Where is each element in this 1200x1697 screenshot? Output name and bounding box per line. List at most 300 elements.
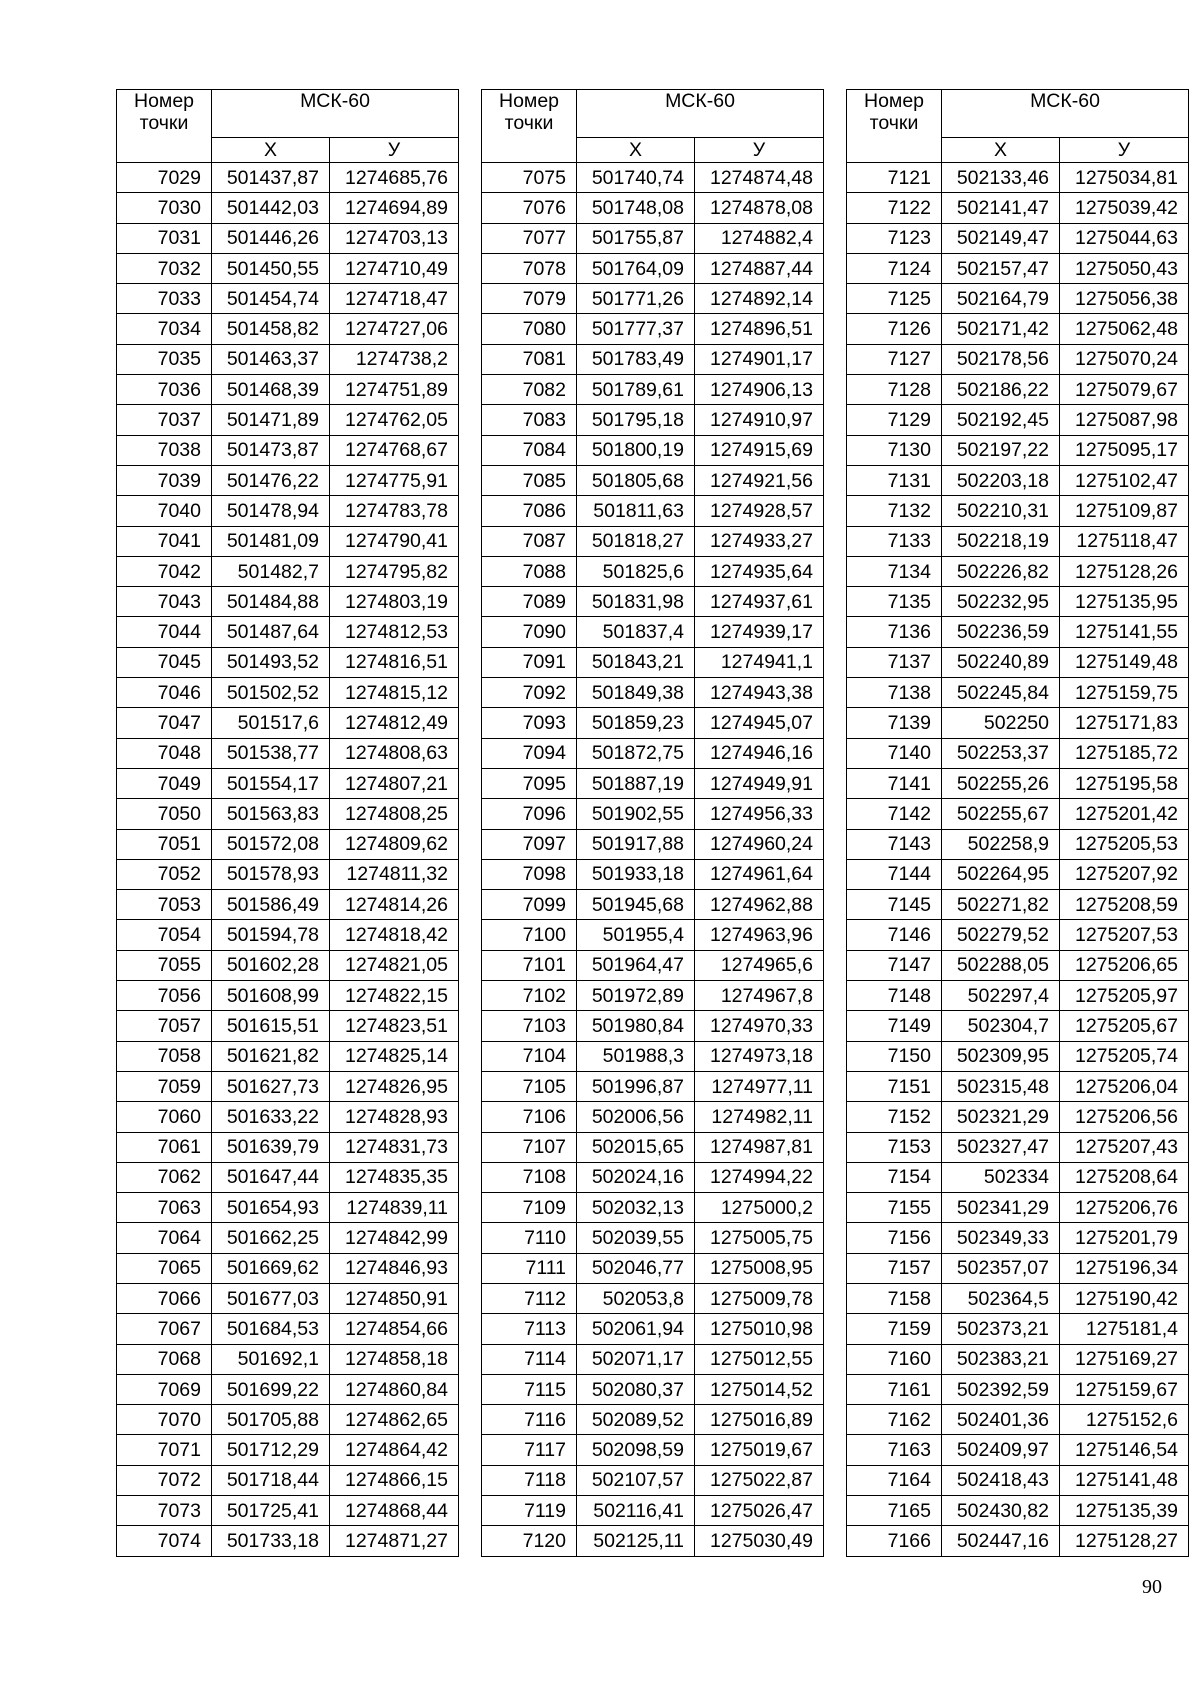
point-number-cell: 7078	[482, 253, 577, 283]
coordinates-table-3	[846, 89, 1189, 1557]
x-coordinate-cell: 502321,29	[942, 1102, 1060, 1132]
x-coordinate-cell: 502245,84	[942, 678, 1060, 708]
x-coordinate-cell: 501608,99	[212, 981, 330, 1011]
y-coordinate-cell: 1275149,48	[1060, 647, 1189, 677]
x-coordinate-cell: 502089,52	[577, 1405, 695, 1435]
point-number-cell: 7057	[117, 1011, 212, 1041]
x-coordinate-cell: 502236,59	[942, 617, 1060, 647]
point-number-cell: 7128	[847, 375, 942, 405]
y-coordinate-cell: 1275135,39	[1060, 1496, 1189, 1526]
point-number-cell: 7113	[482, 1314, 577, 1344]
x-coordinate-cell: 501647,44	[212, 1162, 330, 1192]
y-coordinate-cell: 1274868,44	[330, 1496, 459, 1526]
y-coordinate-cell: 1274822,15	[330, 981, 459, 1011]
x-coordinate-cell: 501468,39	[212, 375, 330, 405]
table-row	[117, 1041, 459, 1071]
point-number-cell: 7034	[117, 314, 212, 344]
x-coordinate-cell: 501677,03	[212, 1283, 330, 1313]
x-coordinate-cell: 501554,17	[212, 768, 330, 798]
table-row	[847, 1465, 1189, 1495]
y-coordinate-cell: 1274850,91	[330, 1283, 459, 1313]
table-row	[117, 314, 459, 344]
point-number-cell: 7144	[847, 859, 942, 889]
y-coordinate-cell: 1274967,8	[695, 981, 824, 1011]
y-coordinate-cell: 1274915,69	[695, 435, 824, 465]
point-number-cell: 7111	[482, 1253, 577, 1283]
y-coordinate-cell: 1275026,47	[695, 1496, 824, 1526]
y-coordinate-cell: 1274795,82	[330, 556, 459, 586]
y-coordinate-cell: 1275022,87	[695, 1465, 824, 1495]
point-number-cell: 7106	[482, 1102, 577, 1132]
x-coordinate-cell: 501654,93	[212, 1193, 330, 1223]
x-coordinate-cell: 501602,28	[212, 950, 330, 980]
x-coordinate-cell: 502349,33	[942, 1223, 1060, 1253]
table-row	[117, 526, 459, 556]
table-row	[117, 1435, 459, 1465]
point-number-cell: 7032	[117, 253, 212, 283]
table-row	[117, 1314, 459, 1344]
y-coordinate-cell: 1274783,78	[330, 496, 459, 526]
y-coordinate-cell: 1275034,81	[1060, 163, 1189, 193]
table-row	[117, 1162, 459, 1192]
point-number-cell: 7137	[847, 647, 942, 677]
table-row	[117, 253, 459, 283]
y-coordinate-cell: 1274973,18	[695, 1041, 824, 1071]
x-coordinate-cell: 501442,03	[212, 193, 330, 223]
y-coordinate-cell: 1274694,89	[330, 193, 459, 223]
y-coordinate-cell: 1274768,67	[330, 435, 459, 465]
point-number-cell: 7141	[847, 768, 942, 798]
x-coordinate-cell: 502218,19	[942, 526, 1060, 556]
table-row	[482, 1496, 824, 1526]
y-coordinate-cell: 1275141,55	[1060, 617, 1189, 647]
point-number-cell: 7163	[847, 1435, 942, 1465]
point-number-header: Номер точки	[117, 90, 212, 163]
point-number-cell: 7098	[482, 859, 577, 889]
x-coordinate-cell: 502258,9	[942, 829, 1060, 859]
point-number-cell: 7077	[482, 223, 577, 253]
x-column-header: X	[942, 138, 1060, 163]
point-number-cell: 7120	[482, 1526, 577, 1556]
x-coordinate-cell: 502255,67	[942, 799, 1060, 829]
x-coordinate-cell: 501964,47	[577, 950, 695, 980]
point-number-cell: 7063	[117, 1193, 212, 1223]
x-coordinate-cell: 501615,51	[212, 1011, 330, 1041]
x-coordinate-cell: 501662,25	[212, 1223, 330, 1253]
table-row	[847, 1314, 1189, 1344]
point-number-cell: 7033	[117, 284, 212, 314]
table-row	[482, 1071, 824, 1101]
point-number-cell: 7165	[847, 1496, 942, 1526]
coordinates-table-1	[116, 89, 459, 1557]
point-number-cell: 7043	[117, 587, 212, 617]
x-coordinate-cell: 501902,55	[577, 799, 695, 829]
y-coordinate-cell: 1274803,19	[330, 587, 459, 617]
point-number-cell: 7090	[482, 617, 577, 647]
point-number-cell: 7125	[847, 284, 942, 314]
x-coordinate-cell: 501849,38	[577, 678, 695, 708]
table-row	[847, 1405, 1189, 1435]
point-number-cell: 7067	[117, 1314, 212, 1344]
table-row	[482, 1253, 824, 1283]
point-number-cell: 7042	[117, 556, 212, 586]
y-coordinate-cell: 1275079,67	[1060, 375, 1189, 405]
x-coordinate-cell: 502046,77	[577, 1253, 695, 1283]
table-row	[117, 799, 459, 829]
point-number-cell: 7089	[482, 587, 577, 617]
x-coordinate-cell: 501859,23	[577, 708, 695, 738]
table-row	[482, 344, 824, 374]
y-coordinate-cell: 1274896,51	[695, 314, 824, 344]
point-number-cell: 7047	[117, 708, 212, 738]
x-coordinate-cell: 502430,82	[942, 1496, 1060, 1526]
y-coordinate-cell: 1275207,92	[1060, 859, 1189, 889]
x-coordinate-cell: 501446,26	[212, 223, 330, 253]
y-coordinate-cell: 1275070,24	[1060, 344, 1189, 374]
y-coordinate-cell: 1274807,21	[330, 768, 459, 798]
x-coordinate-cell: 501578,93	[212, 859, 330, 889]
x-column-header: X	[577, 138, 695, 163]
point-number-cell: 7123	[847, 223, 942, 253]
point-number-cell: 7122	[847, 193, 942, 223]
x-coordinate-cell: 501463,37	[212, 344, 330, 374]
x-coordinate-cell: 501482,7	[212, 556, 330, 586]
x-coordinate-cell: 501988,3	[577, 1041, 695, 1071]
table-row	[847, 1071, 1189, 1101]
y-coordinate-cell: 1274941,1	[695, 647, 824, 677]
coordinates-table-2	[481, 89, 824, 1557]
point-number-cell: 7080	[482, 314, 577, 344]
x-coordinate-cell: 502327,47	[942, 1132, 1060, 1162]
table-row	[117, 1011, 459, 1041]
y-coordinate-cell: 1274858,18	[330, 1344, 459, 1374]
x-coordinate-cell: 502203,18	[942, 465, 1060, 495]
table-row	[117, 768, 459, 798]
table-row	[482, 1374, 824, 1404]
point-number-cell: 7159	[847, 1314, 942, 1344]
table-row	[847, 284, 1189, 314]
point-number-cell: 7053	[117, 890, 212, 920]
table-row	[117, 1071, 459, 1101]
table-row	[847, 1374, 1189, 1404]
y-coordinate-cell: 1275009,78	[695, 1283, 824, 1313]
point-number-cell: 7107	[482, 1132, 577, 1162]
table-row	[117, 556, 459, 586]
x-coordinate-cell: 501733,18	[212, 1526, 330, 1556]
point-number-cell: 7091	[482, 647, 577, 677]
table-row	[117, 617, 459, 647]
x-coordinate-cell: 502186,22	[942, 375, 1060, 405]
y-coordinate-cell: 1275014,52	[695, 1374, 824, 1404]
point-number-cell: 7055	[117, 950, 212, 980]
table-row	[482, 587, 824, 617]
point-number-cell: 7160	[847, 1344, 942, 1374]
x-coordinate-cell: 501692,1	[212, 1344, 330, 1374]
point-number-cell: 7127	[847, 344, 942, 374]
y-coordinate-cell: 1275195,58	[1060, 768, 1189, 798]
x-coordinate-cell: 501764,09	[577, 253, 695, 283]
y-coordinate-cell: 1275205,53	[1060, 829, 1189, 859]
x-coordinate-cell: 501755,87	[577, 223, 695, 253]
y-coordinate-cell: 1274808,63	[330, 738, 459, 768]
x-coordinate-cell: 502447,16	[942, 1526, 1060, 1556]
y-coordinate-cell: 1275030,49	[695, 1526, 824, 1556]
point-number-cell: 7102	[482, 981, 577, 1011]
table-row	[847, 587, 1189, 617]
y-coordinate-cell: 1274878,08	[695, 193, 824, 223]
point-number-cell: 7145	[847, 890, 942, 920]
x-coordinate-cell: 501933,18	[577, 859, 695, 889]
point-number-cell: 7155	[847, 1193, 942, 1223]
table-row	[482, 1405, 824, 1435]
table-row	[117, 981, 459, 1011]
point-number-cell: 7073	[117, 1496, 212, 1526]
x-coordinate-cell: 502264,95	[942, 859, 1060, 889]
y-coordinate-cell: 1274960,24	[695, 829, 824, 859]
point-number-cell: 7153	[847, 1132, 942, 1162]
x-coordinate-cell: 502357,07	[942, 1253, 1060, 1283]
y-coordinate-cell: 1275062,48	[1060, 314, 1189, 344]
y-coordinate-cell: 1274738,2	[330, 344, 459, 374]
x-coordinate-cell: 502250	[942, 708, 1060, 738]
y-coordinate-cell: 1274812,53	[330, 617, 459, 647]
coordinate-system-header: МСК-60	[212, 90, 459, 138]
table-row	[482, 556, 824, 586]
x-coordinate-cell: 502171,42	[942, 314, 1060, 344]
table-row	[117, 1496, 459, 1526]
y-coordinate-cell: 1275019,67	[695, 1435, 824, 1465]
table-row	[847, 738, 1189, 768]
x-coordinate-cell: 501627,73	[212, 1071, 330, 1101]
y-coordinate-cell: 1274751,89	[330, 375, 459, 405]
x-coordinate-cell: 501454,74	[212, 284, 330, 314]
point-number-cell: 7074	[117, 1526, 212, 1556]
x-coordinate-cell: 501699,22	[212, 1374, 330, 1404]
table-row	[847, 829, 1189, 859]
y-coordinate-cell: 1275135,95	[1060, 587, 1189, 617]
table-row	[847, 1253, 1189, 1283]
point-number-cell: 7156	[847, 1223, 942, 1253]
table-row	[482, 496, 824, 526]
table-row	[482, 1283, 824, 1313]
y-coordinate-cell: 1274962,88	[695, 890, 824, 920]
x-coordinate-cell: 502271,82	[942, 890, 1060, 920]
point-number-cell: 7143	[847, 829, 942, 859]
point-number-cell: 7154	[847, 1162, 942, 1192]
x-coordinate-cell: 501795,18	[577, 405, 695, 435]
y-coordinate-cell: 1274762,05	[330, 405, 459, 435]
table-row	[482, 920, 824, 950]
point-number-cell: 7037	[117, 405, 212, 435]
y-coordinate-cell: 1274860,84	[330, 1374, 459, 1404]
y-coordinate-cell: 1274826,95	[330, 1071, 459, 1101]
y-coordinate-cell: 1275206,56	[1060, 1102, 1189, 1132]
point-number-cell: 7162	[847, 1405, 942, 1435]
point-number-cell: 7135	[847, 587, 942, 617]
y-coordinate-cell: 1275159,67	[1060, 1374, 1189, 1404]
y-coordinate-cell: 1275146,54	[1060, 1435, 1189, 1465]
y-coordinate-cell: 1274835,35	[330, 1162, 459, 1192]
point-number-cell: 7036	[117, 375, 212, 405]
point-number-cell: 7084	[482, 435, 577, 465]
table-row	[847, 435, 1189, 465]
table-row	[847, 799, 1189, 829]
x-coordinate-cell: 501811,63	[577, 496, 695, 526]
point-number-cell: 7071	[117, 1435, 212, 1465]
table-row	[482, 1041, 824, 1071]
table-row	[482, 1223, 824, 1253]
y-coordinate-cell: 1274935,64	[695, 556, 824, 586]
x-coordinate-cell: 502024,16	[577, 1162, 695, 1192]
y-coordinate-cell: 1275181,4	[1060, 1314, 1189, 1344]
x-coordinate-cell: 502240,89	[942, 647, 1060, 677]
x-coordinate-cell: 501748,08	[577, 193, 695, 223]
y-coordinate-cell: 1275208,64	[1060, 1162, 1189, 1192]
x-coordinate-cell: 502409,97	[942, 1435, 1060, 1465]
y-coordinate-cell: 1275000,2	[695, 1193, 824, 1223]
point-number-cell: 7117	[482, 1435, 577, 1465]
table-row	[117, 587, 459, 617]
table-row	[117, 647, 459, 677]
y-coordinate-cell: 1274812,49	[330, 708, 459, 738]
table-row	[482, 950, 824, 980]
x-coordinate-cell: 501458,82	[212, 314, 330, 344]
point-number-cell: 7151	[847, 1071, 942, 1101]
x-coordinate-cell: 501669,62	[212, 1253, 330, 1283]
x-coordinate-cell: 502157,47	[942, 253, 1060, 283]
point-number-cell: 7149	[847, 1011, 942, 1041]
table-row	[117, 1465, 459, 1495]
y-coordinate-cell: 1274871,27	[330, 1526, 459, 1556]
x-coordinate-cell: 501487,64	[212, 617, 330, 647]
y-coordinate-cell: 1275205,74	[1060, 1041, 1189, 1071]
table-row	[117, 344, 459, 374]
point-number-cell: 7132	[847, 496, 942, 526]
point-number-cell: 7068	[117, 1344, 212, 1374]
point-number-cell: 7105	[482, 1071, 577, 1101]
x-coordinate-cell: 502071,17	[577, 1344, 695, 1374]
y-coordinate-cell: 1275207,43	[1060, 1132, 1189, 1162]
y-coordinate-cell: 1274945,07	[695, 708, 824, 738]
y-coordinate-cell: 1275206,04	[1060, 1071, 1189, 1101]
x-coordinate-cell: 501725,41	[212, 1496, 330, 1526]
table-row	[847, 314, 1189, 344]
x-coordinate-cell: 501843,21	[577, 647, 695, 677]
table-row	[847, 647, 1189, 677]
x-coordinate-cell: 501471,89	[212, 405, 330, 435]
point-number-cell: 7062	[117, 1162, 212, 1192]
table-row	[482, 284, 824, 314]
point-number-cell: 7096	[482, 799, 577, 829]
point-number-cell: 7087	[482, 526, 577, 556]
table-row	[117, 435, 459, 465]
table-row	[847, 1283, 1189, 1313]
y-coordinate-cell: 1274808,25	[330, 799, 459, 829]
x-column-header: X	[212, 138, 330, 163]
y-coordinate-cell: 1274943,38	[695, 678, 824, 708]
x-coordinate-cell: 502315,48	[942, 1071, 1060, 1101]
table-row	[847, 1162, 1189, 1192]
table-row	[117, 1526, 459, 1556]
y-coordinate-cell: 1274842,99	[330, 1223, 459, 1253]
x-coordinate-cell: 502053,8	[577, 1283, 695, 1313]
point-number-cell: 7082	[482, 375, 577, 405]
point-number-cell: 7049	[117, 768, 212, 798]
table-row	[847, 1011, 1189, 1041]
x-coordinate-cell: 501789,61	[577, 375, 695, 405]
y-coordinate-cell: 1274854,66	[330, 1314, 459, 1344]
table-row	[117, 1405, 459, 1435]
x-coordinate-cell: 502392,59	[942, 1374, 1060, 1404]
y-coordinate-cell: 1274937,61	[695, 587, 824, 617]
coordinate-system-header: МСК-60	[577, 90, 824, 138]
point-number-cell: 7044	[117, 617, 212, 647]
x-coordinate-cell: 502279,52	[942, 920, 1060, 950]
table-row	[482, 1526, 824, 1556]
coordinate-system-header: МСК-60	[942, 90, 1189, 138]
table-row	[482, 1193, 824, 1223]
x-coordinate-cell: 501945,68	[577, 890, 695, 920]
y-coordinate-cell: 1274831,73	[330, 1132, 459, 1162]
y-coordinate-cell: 1274814,26	[330, 890, 459, 920]
y-coordinate-cell: 1274994,22	[695, 1162, 824, 1192]
table-row	[117, 284, 459, 314]
y-coordinate-cell: 1274987,81	[695, 1132, 824, 1162]
y-coordinate-cell: 1275016,89	[695, 1405, 824, 1435]
x-coordinate-cell: 501980,84	[577, 1011, 695, 1041]
y-coordinate-cell: 1275010,98	[695, 1314, 824, 1344]
table-row	[117, 465, 459, 495]
table-row	[482, 405, 824, 435]
table-row	[847, 920, 1189, 950]
point-number-cell: 7081	[482, 344, 577, 374]
x-coordinate-cell: 502141,47	[942, 193, 1060, 223]
y-coordinate-cell: 1274892,14	[695, 284, 824, 314]
y-coordinate-cell: 1275141,48	[1060, 1465, 1189, 1495]
y-coordinate-cell: 1275185,72	[1060, 738, 1189, 768]
x-coordinate-cell: 501887,19	[577, 768, 695, 798]
y-coordinate-cell: 1274977,11	[695, 1071, 824, 1101]
table-row	[117, 678, 459, 708]
table-row	[847, 556, 1189, 586]
point-number-cell: 7166	[847, 1526, 942, 1556]
x-coordinate-cell: 501996,87	[577, 1071, 695, 1101]
table-row	[117, 163, 459, 193]
point-number-cell: 7150	[847, 1041, 942, 1071]
y-coordinate-cell: 1274864,42	[330, 1435, 459, 1465]
point-number-header: Номер точки	[847, 90, 942, 163]
point-number-cell: 7142	[847, 799, 942, 829]
x-coordinate-cell: 501493,52	[212, 647, 330, 677]
point-number-cell: 7148	[847, 981, 942, 1011]
x-coordinate-cell: 502164,79	[942, 284, 1060, 314]
y-coordinate-cell: 1275050,43	[1060, 253, 1189, 283]
point-number-cell: 7138	[847, 678, 942, 708]
point-number-cell: 7146	[847, 920, 942, 950]
y-coordinate-cell: 1274703,13	[330, 223, 459, 253]
table-row	[482, 1465, 824, 1495]
y-coordinate-cell: 1275128,26	[1060, 556, 1189, 586]
x-coordinate-cell: 502032,13	[577, 1193, 695, 1223]
point-number-cell: 7130	[847, 435, 942, 465]
x-coordinate-cell: 501478,94	[212, 496, 330, 526]
table-row	[117, 1193, 459, 1223]
x-coordinate-cell: 502297,4	[942, 981, 1060, 1011]
point-number-header: Номер точки	[482, 90, 577, 163]
y-coordinate-cell: 1274846,93	[330, 1253, 459, 1283]
table-row	[117, 1344, 459, 1374]
point-number-cell: 7041	[117, 526, 212, 556]
